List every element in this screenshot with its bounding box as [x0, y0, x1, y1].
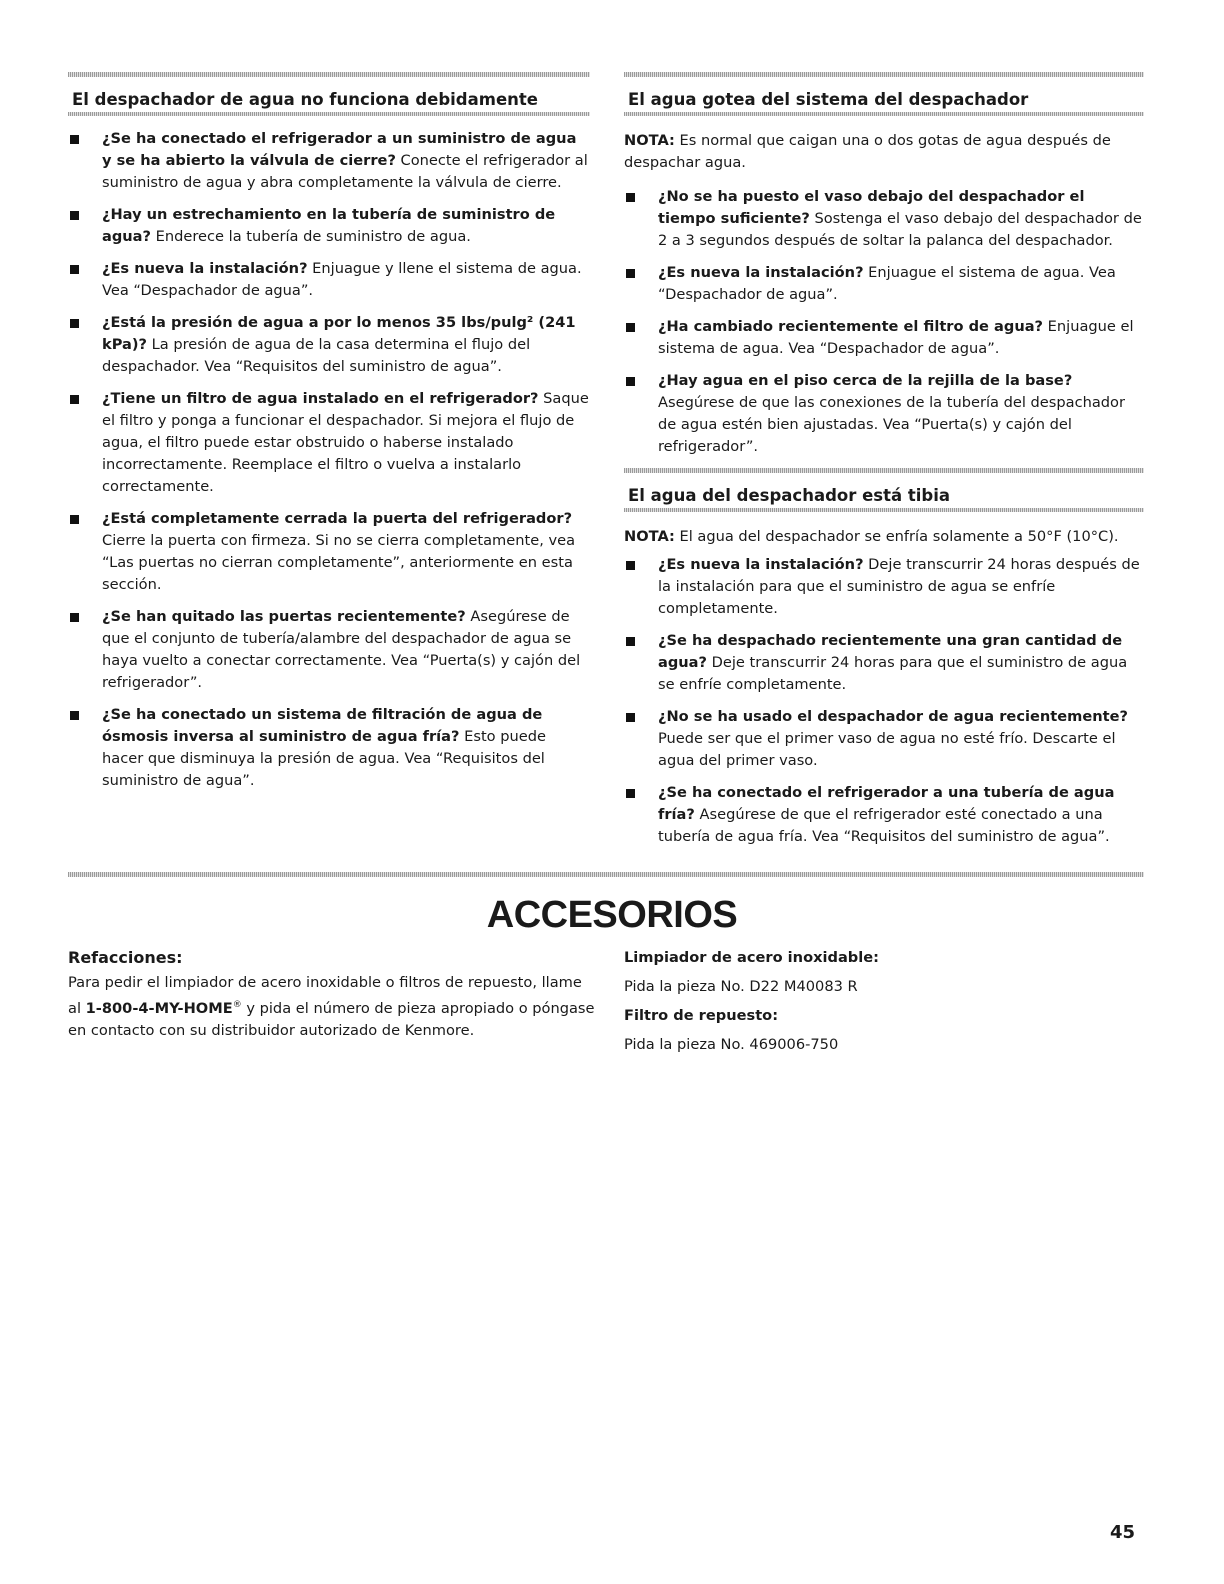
troubleshooting-list [624, 554, 1144, 848]
list-item: ¿Se ha conectado un sistema de filtración de agua de ósmosis inversa al suministro de agua fría? Esto puede hacer que disminuya la presión de agua. Vea “Requisitos del suministro de agua”. [68, 704, 590, 792]
section-top-rule [68, 72, 590, 77]
phone-number: 1-800-4-MY-HOME [85, 999, 233, 1017]
cleaner-label: Limpiador de acero inoxidable: [624, 949, 879, 966]
list-item: ¿Ha cambiado recientemente el filtro de agua? Enjuague el sistema de agua. Vea “Despachador de agua”. [624, 316, 1144, 360]
square-bullet-icon [70, 515, 79, 524]
accessories-divider [68, 872, 1144, 877]
square-bullet-icon [626, 323, 635, 332]
square-bullet-icon [626, 377, 635, 386]
left-column [68, 72, 590, 802]
heading-underline [68, 112, 590, 116]
section-top-rule [624, 468, 1144, 473]
list-item: ¿Se ha conectado el refrigerador a un suministro de agua y se ha abierto la válvula de cierre? Conecte el refrigerador al suministro de agua y abra completamente la válvula de cierre. [68, 128, 590, 194]
right-column [624, 72, 1144, 858]
list-item: ¿Está completamente cerrada la puerta del refrigerador? Cierre la puerta con firmeza. Si no se cierra completamente, vea “Las puertas no cierran completamente”, anteriormente en esta sección. [68, 508, 590, 596]
square-bullet-icon [626, 193, 635, 202]
section-heading-water-warm: El agua del despachador está tibia [628, 486, 951, 505]
troubleshooting-list [624, 186, 1144, 458]
refacciones-text: Para pedir el limpiador de acero inoxidable o filtros de repuesto, llame al 1-800-4-MY-HOME® y pida el número de pieza apropiado o póngase en contacto con su distribuidor autorizado de Kenmore. [68, 974, 595, 1039]
refacciones-block [68, 948, 598, 1042]
section-heading-dispenser-drips: El agua gotea del sistema del despachador [628, 90, 1029, 109]
list-item: ¿Es nueva la instalación? Enjuague y llene el sistema de agua. Vea “Despachador de agua”. [68, 258, 590, 302]
list-item: ¿No se ha usado el despachador de agua recientemente? Puede ser que el primer vaso de agua no esté frío. Descarte el agua del primer vaso. [624, 706, 1144, 772]
list-item: ¿Es nueva la instalación? Deje transcurrir 24 horas después de la instalación para que el suministro de agua se enfríe completamente. [624, 554, 1144, 620]
list-item: ¿Es nueva la instalación? Enjuague el sistema de agua. Vea “Despachador de agua”. [624, 262, 1144, 306]
registered-mark: ® [232, 1000, 242, 1010]
filter-label: Filtro de repuesto: [624, 1007, 779, 1024]
troubleshooting-list [68, 128, 590, 792]
square-bullet-icon [70, 319, 79, 328]
square-bullet-icon [626, 637, 635, 646]
list-item: ¿Se ha conectado el refrigerador a una tubería de agua fría? Asegúrese de que el refrigerador esté conectado a una tubería de agua fría. Vea “Requisitos del suministro de agua”. [624, 782, 1144, 848]
square-bullet-icon [70, 265, 79, 274]
list-item: ¿No se ha puesto el vaso debajo del despachador el tiempo suficiente? Sostenga el vaso debajo del despachador de 2 a 3 segundos después de soltar la palanca del despachador. [624, 186, 1144, 252]
accessories-title: ACCESORIOS [486, 894, 738, 936]
square-bullet-icon [70, 711, 79, 720]
list-item: ¿Tiene un filtro de agua instalado en el refrigerador? Saque el filtro y ponga a funcionar el despachador. Si mejora el flujo de agua, el filtro puede estar obstruido o haberse instalado incorrectamente. Reemplace el filtro o vuelva a instalarlo correctamente. [68, 388, 590, 498]
filter-part-number: Pida la pieza No. 469006-750 [624, 1036, 839, 1053]
heading-underline [624, 508, 1144, 512]
list-item: ¿Se ha despachado recientemente una gran cantidad de agua? Deje transcurrir 24 horas para que el suministro de agua se enfríe completamente. [624, 630, 1144, 696]
refacciones-heading: Refacciones: [68, 948, 183, 967]
page-number: 45 [1110, 1522, 1136, 1543]
square-bullet-icon [70, 613, 79, 622]
heading-underline [624, 112, 1144, 116]
square-bullet-icon [626, 789, 635, 798]
note-warm: NOTA: El agua del despachador se enfría solamente a 50°F (10°C). [624, 528, 1119, 545]
square-bullet-icon [70, 211, 79, 220]
list-item: ¿Está la presión de agua a por lo menos 35 lbs/pulg² (241 kPa)? La presión de agua de la casa determina el flujo del despachador. Vea “Requisitos del suministro de agua”. [68, 312, 590, 378]
cleaner-part-number: Pida la pieza No. D22 M40083 R [624, 978, 858, 995]
list-item: ¿Hay un estrechamiento en la tubería de suministro de agua? Enderece la tubería de suministro de agua. [68, 204, 590, 248]
section-heading-dispenser-not-working: El despachador de agua no funciona debidamente [72, 90, 538, 109]
note-drips: NOTA: Es normal que caigan una o dos gotas de agua después de despachar agua. [624, 132, 1111, 171]
square-bullet-icon [626, 269, 635, 278]
list-item: ¿Se han quitado las puertas recientemente? Asegúrese de que el conjunto de tubería/alambre del despachador de agua se haya vuelto a conectar correctamente. Vea “Puerta(s) y cajón del refrigerador”. [68, 606, 590, 694]
square-bullet-icon [626, 561, 635, 570]
section-top-rule [624, 72, 1144, 77]
parts-block [624, 948, 1144, 1064]
square-bullet-icon [70, 135, 79, 144]
square-bullet-icon [70, 395, 79, 404]
list-item: ¿Hay agua en el piso cerca de la rejilla de la base? Asegúrese de que las conexiones de la tubería del despachador de agua estén bien ajustadas. Vea “Puerta(s) y cajón del refrigerador”. [624, 370, 1144, 458]
square-bullet-icon [626, 713, 635, 722]
